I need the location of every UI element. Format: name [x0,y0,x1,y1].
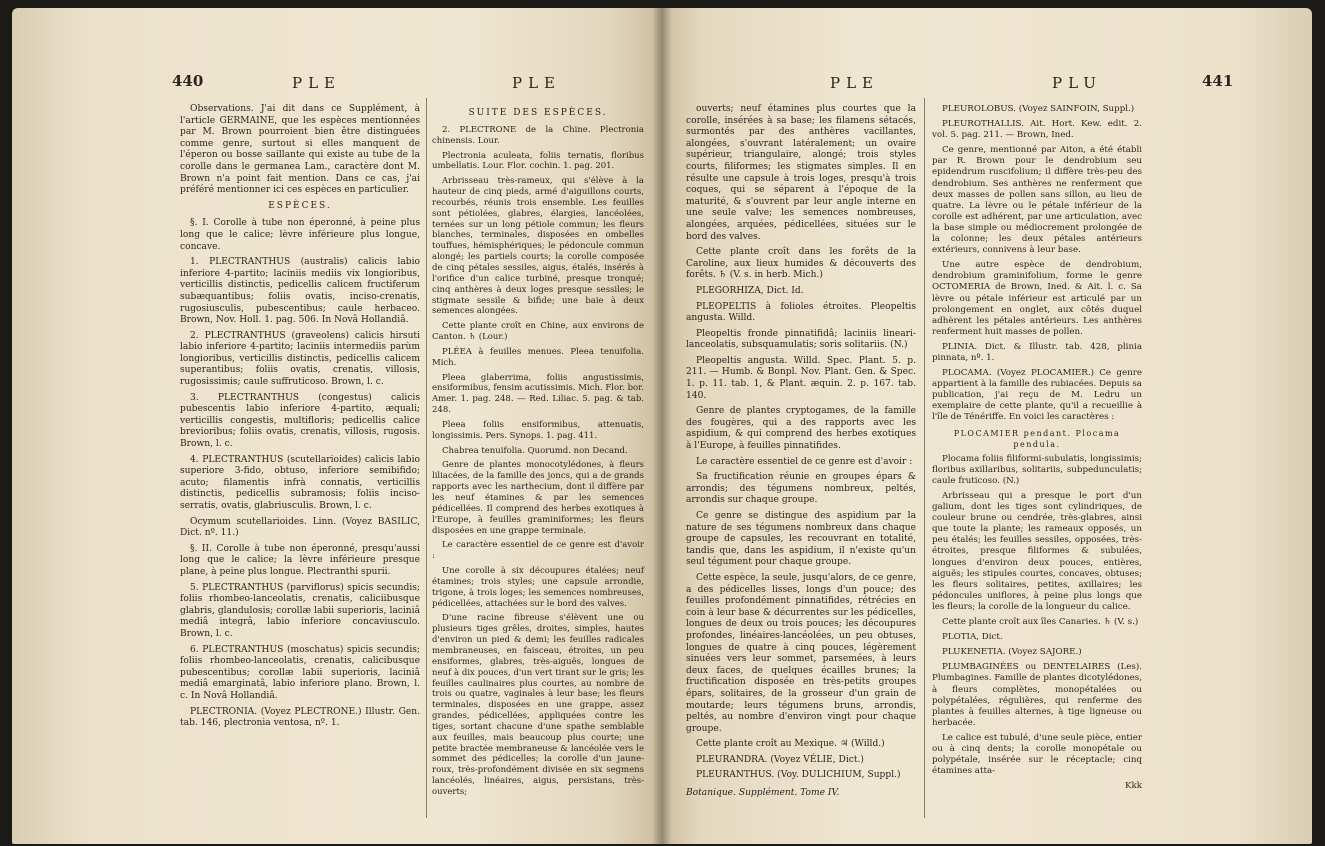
paragraph: 5. PLECTRANTHUS (parviflorus) spicis secundis; foliis rhombeo-lanceolatis, crenatis, caliciibusque glabris, glandulosis; corollæ labii superioris, laciniâ mediâ integrâ, labio inferiore concaviusculo. Brown, l. c. [180,582,420,639]
paragraph: Une autre espèce de dendrobium, dendrobium graminifolium, forme le genre OCTOMERIA de Brown, Ined. & Ait. l. c. Sa lèvre ou pétale inférieur est articulé par un prolongement en onglet, aux côtés duquel adhèrent les pétales antérieurs. Les anthères renferment huit masses de pollen. [932,260,1142,337]
paragraph: PLEOPELTIS à folioles étroites. Pleopeltis angusta. Willd. [686,301,916,324]
paragraph: 4. PLECTRANTHUS (scutellarioides) calicis labio superiore 3-fido, obtuso, inferiore semibifido; acuto; filamentis infrà connatis, verticillis distinctis, pedicellis subramosis; foliis inciso-serratis, ovatis, glabriusculis. Brown, l. c. [180,454,420,511]
paragraph: Cette plante croît aux îles Canaries. ♄ (V. s.) [942,617,1139,628]
paragraph: Plectronia aculeata, foliis ternatis, floribus umbellatis. Lour. Flor. cochin. 1. pag. 201. [432,150,644,172]
paragraph: Arbrisseau qui a presque le port d'un galium, dont les tiges sont cylindriques, de couleur brune ou cendrée, très-glabres, ainsi que toute la plante; les rameaux opposés, un peu étalés; les feuilles sessiles, opposées, très-étroites, presque filiformes & subulées, longues d'environ deux pouces, entières, aiguës; les stipules courtes, concaves, obtuses; les fleurs solitaires, petites, axillaires; les pédoncules uniflores, à peine plus longs que les fleurs; la corolle de la longueur du calice. [932,491,1142,612]
paragraph: Kkk [1124,781,1142,792]
left-column-2 [432,104,644,802]
right-column-2 [932,104,1142,796]
column-rule-left [426,98,427,818]
paragraph: 2. PLECTRONE de la Chine. Plectronia chinensis. Lour. [432,124,644,146]
paragraph: Botanique. Supplément. Tome IV. [686,788,840,799]
paragraph: Genre de plantes cryptogames, de la famille des fougères, qui a des rapports avec les aspidium, & qui comprend des herbes exotiques à l'Europe, à feuilles pinnatifides. [686,406,916,452]
right-running-head-1: PLE [830,74,880,92]
paragraph: PLEURANTHUS. (Voy. DULICHIUM, Suppl.) [696,770,901,781]
left-page-number: 440 [172,72,204,90]
paragraph: §. I. Corolle à tube non éperonné, à peine plus long que le calice; lèvre inférieure plus longue, concave. [180,218,420,252]
paragraph: Cette plante croît dans les forêts de la Caroline, aux lieux humides & découverts des forêts. ♄ (V. s. in herb. Mich.) [686,247,916,281]
paragraph: Plocama foliis filiformi-subulatis, longissimis; floribus axillaribus, solitariis, subpedunculatis; caule fruticoso. (N.) [932,453,1142,486]
paragraph: PLÉEA à feuilles menues. Pleea tenuifolia. Mich. [432,346,644,368]
paragraph: PLOTIA, Dict. [942,632,1003,643]
paragraph: PLINIA. Dict. & Illustr. tab. 428, plinia pinnata, nº. 1. [932,341,1142,363]
paragraph: Chabrea tenuifolia. Quorumd. non Decand. [442,445,628,456]
paragraph: PLOCAMIER pendant. Plocama pendula. [953,428,1121,449]
paragraph: Ocymum scutellarioides. Linn. (Voyez BASILIC, Dict. nº. 11.) [180,516,420,539]
paragraph: SUITE DES ESPÈCES. [468,108,608,118]
right-column-1 [686,104,916,804]
paragraph: PLECTRONIA. (Voyez PLECTRONE.) Illustr. Gen. tab. 146, plectronia ventosa, nº. 1. [180,706,420,729]
paragraph: PLUKENETIA. (Voyez SAJORE.) [942,647,1082,658]
paragraph: §. II. Corolle à tube non éperonné, presqu'aussi long que le calice; la lèvre inférieure presque plane, à peine plus longue. Plectranthi spurii. [180,543,420,577]
paragraph: Ce genre, mentionné par Aiton, a été établi par R. Brown pour le dendrobium seu epidendrum ruscifolium; il diffère très-peu des dendrobium. Ses anthères ne renferment que deux masses de pollen sans sillon, au lieu de quatre. La lèvre ou le pétale inférieur de la corolle est adhérent, par une articulation, avec la base simple ou médiocrement prolongée de la colonne; les deux pétales antérieurs extérieurs, connivens à leur base. [932,145,1142,256]
paragraph: Arbrisseau très-rameux, qui s'élève à la hauteur de cinq pieds, armé d'aiguillons courts, recourbés, réunis trois ensemble. Les feuilles sont pétiolées, glabres, élargies, lancéolées, ternées sur un long pétiole commun; les fleurs blanches, terminales, disposées en ombelles touffues, hémisphériques; le pédoncule commun alongé; les partiels courts; la corolle composée de cinq pétales sessiles, aigus, étalés, insérés à l'orifice d'un calice turbiné, presque tronqué; cinq anthères à deux loges presque sessiles; le stigmate sessile & bifide; une baie à deux semences alongées. [432,176,644,317]
paragraph: 1. PLECTRANTHUS (australis) calicis labio inferiore 4-partito; laciniis mediis vix longioribus, verticillis distinctis, pedicellis calicem fructiferum subæquantibus; foliis ovatis, inciso-crenatis, rugosiusculis, pubescentibus; caule herbaceo. Brown, Nov. Holl. 1. pag. 506. In Novâ Hollandiâ. [180,257,420,326]
paragraph: Cette espèce, la seule, jusqu'alors, de ce genre, a des pédicelles lisses, longs d'un pouce; des feuilles profondément pinnatifides, rétrécies en coin à leur base & décurrentes sur les pédicelles, longues de deux ou trois pouces; les découpures profondes, linéaires-lancéolées, un peu obtuses, longues de quatre à cinq pouces, légèrement sinuées vers leur sommet, parsemées, à leurs deux faces, de quelques écailles brunes; la fructification disposée en très-petits groupes épars, solitaires, de la grosseur d'un grain de moutarde; leurs tégumens bruns, arrondis, peltés, au nombre d'environ vingt pour chaque groupe. [686,572,916,734]
paragraph: 2. PLECTRANTHUS (graveolens) calicis hirsuti labio inferiore 4-partito; laciniis intermediis parùm longioribus, verticillis distinctis, pedicellis calicem superantibus; foliis ovatis, crenatis, villosis, rugosissimis; caule suffruticoso. Brown, l. c. [180,330,420,388]
paragraph: PLEGORHIZA, Dict. Id. [696,285,804,296]
paragraph: Ce genre se distingue des aspidium par la nature de ses tégumens nombreux dans chaque groupe de capsules, les recouvrant en totalité, tandis que, dans les aspidium, il n'existe qu'un seul tégument pour chaque groupe. [686,511,916,568]
paragraph: ouverts; neuf étamines plus courtes que la corolle, insérées à sa base; les filamens sétacés, surmontés par des anthères vacillantes, alongées, s'ouvrant latéralement; un ovaire supérieur, triangulaire, alongé; trois styles courts, filiformes; les stigmates simples. Il en résulte une capsule à trois loges, presqu'à trois coques, qui se séparent à l'époque de la maturité, & s'ouvrent par leur angle interne en une seule valve; les semences nombreuses, alongées, arquées, pédicellées, situées sur le bord des valves. [686,104,916,242]
paragraph: Pleopeltis angusta. Willd. Spec. Plant. 5. p. 211. — Humb. & Bonpl. Nov. Plant. Gen. & Spec. 1. p. 11. tab. 1, & Plant. æquin. 2. p. 167. tab. 140. [686,355,916,401]
paragraph: Pleea foliis ensiformibus, attenuatis, longissimis. Pers. Synops. 1. pag. 411. [432,419,644,441]
paragraph: Une corolle à six découpures étalées; neuf étamines; trois styles; une capsule arrondie, trigone, à trois loges; les semences nombreuses, pédicellées, attachées sur le bord des valves. [432,566,644,609]
paragraph: D'une racine fibreuse s'élèvent une ou plusieurs tiges grêles, droites, simples, hautes d'environ un pied & demi; les feuilles radicales membraneuses, en faisceau, étroites, un peu ensiformes, glabres, très-aiguës, longues de neuf à dix pouces, d'un vert tirant sur le gris; les feuilles caulinaires plus courtes, au nombre de trois ou quatre, vaginales à leur base; les fleurs terminales, disposées en une grappe, assez grandes, pédicellées, appliquées contre les tiges, sortant chacune d'une spathe semblable aux feuilles, mais beaucoup plus courte; une petite bractée membraneuse & lancéolée vers le sommet des pédicelles; la corolle d'un jaune-roux, très-profondément divisée en six segmens lancéolés, linéaires, aigus, persistans, très-ouverts; [432,613,644,797]
paragraph: Pleea glaberrima, foliis angustissimis, ensiformibus, fensim acutissimis. Mich. Flor. bor. Amer. 1. pag. 248. — Red. Liliac. 5. pag. & tab. 248. [432,372,645,416]
paragraph: Le calice est tubulé, d'une seule pièce, entier ou à cinq dents; la corolle monopétale ou polypétale, insérée sur le réceptacle; cinq étamines atta- [932,732,1142,777]
right-page [662,8,1312,844]
paragraph: Le caractère essentiel de ce genre est d'avoir : [696,456,913,467]
paragraph: PLUMBAGINÉES ou DENTELAIRES (Les). Plumbagines. Famille de plantes dicotylédones, à fleurs complètes, monopétalées ou polypétalées, régulières, qui renferme des plantes à feuilles alternes, à tige ligneuse ou herbacée. [932,662,1142,728]
paragraph: 6. PLECTRANTHUS (moschatus) spicis secundis; foliis rhombeo-lanceolatis, crenatis, calicibusque pubescentibus; corollæ labii superioris, laciniâ mediâ emarginatâ, labio inferiore plano. Brown, l. c. In Novâ Hollandiâ. [180,644,420,701]
left-page [12,8,662,844]
paragraph: PLEUROLOBUS. (Voyez SAINFOIN, Suppl.) [942,104,1135,114]
paragraph: 3. PLECTRANTHUS (congestus) calicis pubescentis labio inferiore 4-partito, æquali; verticillis congestis, multifloris; pedicellis calice brevioribus; foliis ovatis, crenatis, villosis, rugosis. Brown, l. c. [180,392,420,450]
paragraph: PLOCAMA. (Voyez PLOCAMIER.) Ce genre appartient à la famille des rubiacées. Depuis sa publication, j'ai reçu de M. Ledru un exemplaire de cette plante, qu'il a recueillie à l'île de Ténériffe. En voici les caractères : [932,368,1142,423]
book-spread [12,8,1312,844]
paragraph: Sa fructification réunie en groupes épars & arrondis; des tégumens nombreux, peltés, arrondis sur chaque groupe. [686,472,916,506]
paragraph: PLEUROTHALLIS. Ait. Hort. Kew. edit. 2. vol. 5. pag. 211. — Brown, Ined. [932,119,1142,141]
paragraph: ESPÈCES. [268,200,332,211]
left-running-head-2: PLE [512,74,562,92]
paragraph: Pleopeltis fronde pinnatifidâ; laciniis lineari-lanceolatis, subsquamulatis; soris solitariis. (N.) [686,328,916,351]
left-column-1 [180,104,420,734]
book-gutter [652,8,672,844]
paragraph: PLEURANDRA. (Voyez VÉLIE, Dict.) [696,754,864,765]
paragraph: Observations. J'ai dit dans ce Supplément, à l'article GERMAINE, que les espèces mentionnées par M. Brown pourroient bien être distinguées comme genre, surtout si elles manquent de l'éperon ou bosse saillante qui existe au tube de la corolle dans le germanea Lam., caractère dont M. Brown n'a point fait mention. Dans ce cas, j'ai préféré mentionner ici ces espèces en particulier. [180,104,420,196]
paragraph: Le caractère essentiel de ce genre est d'avoir : [432,540,644,562]
paragraph: Cette plante croît au Mexique. ♃ (Willd.) [696,739,885,750]
left-running-head-1: PLE [292,74,342,92]
right-page-number: 441 [1202,72,1234,90]
paragraph: Cette plante croît en Chine, aux environs de Canton. ♄ (Lour.) [432,321,644,343]
right-running-head-2: PLU [1052,74,1102,92]
column-rule-right [924,98,925,818]
paragraph: Genre de plantes monocotylédones, à fleurs liliacées, de la famille des joncs, qui a de grands rapports avec les narthecium, dont il diffère par les neuf étamines & par les semences pédicellées. Il comprend des herbes exotiques à l'Europe, à feuilles graminiformes; les fleurs disposées en une grappe terminale. [432,460,644,536]
